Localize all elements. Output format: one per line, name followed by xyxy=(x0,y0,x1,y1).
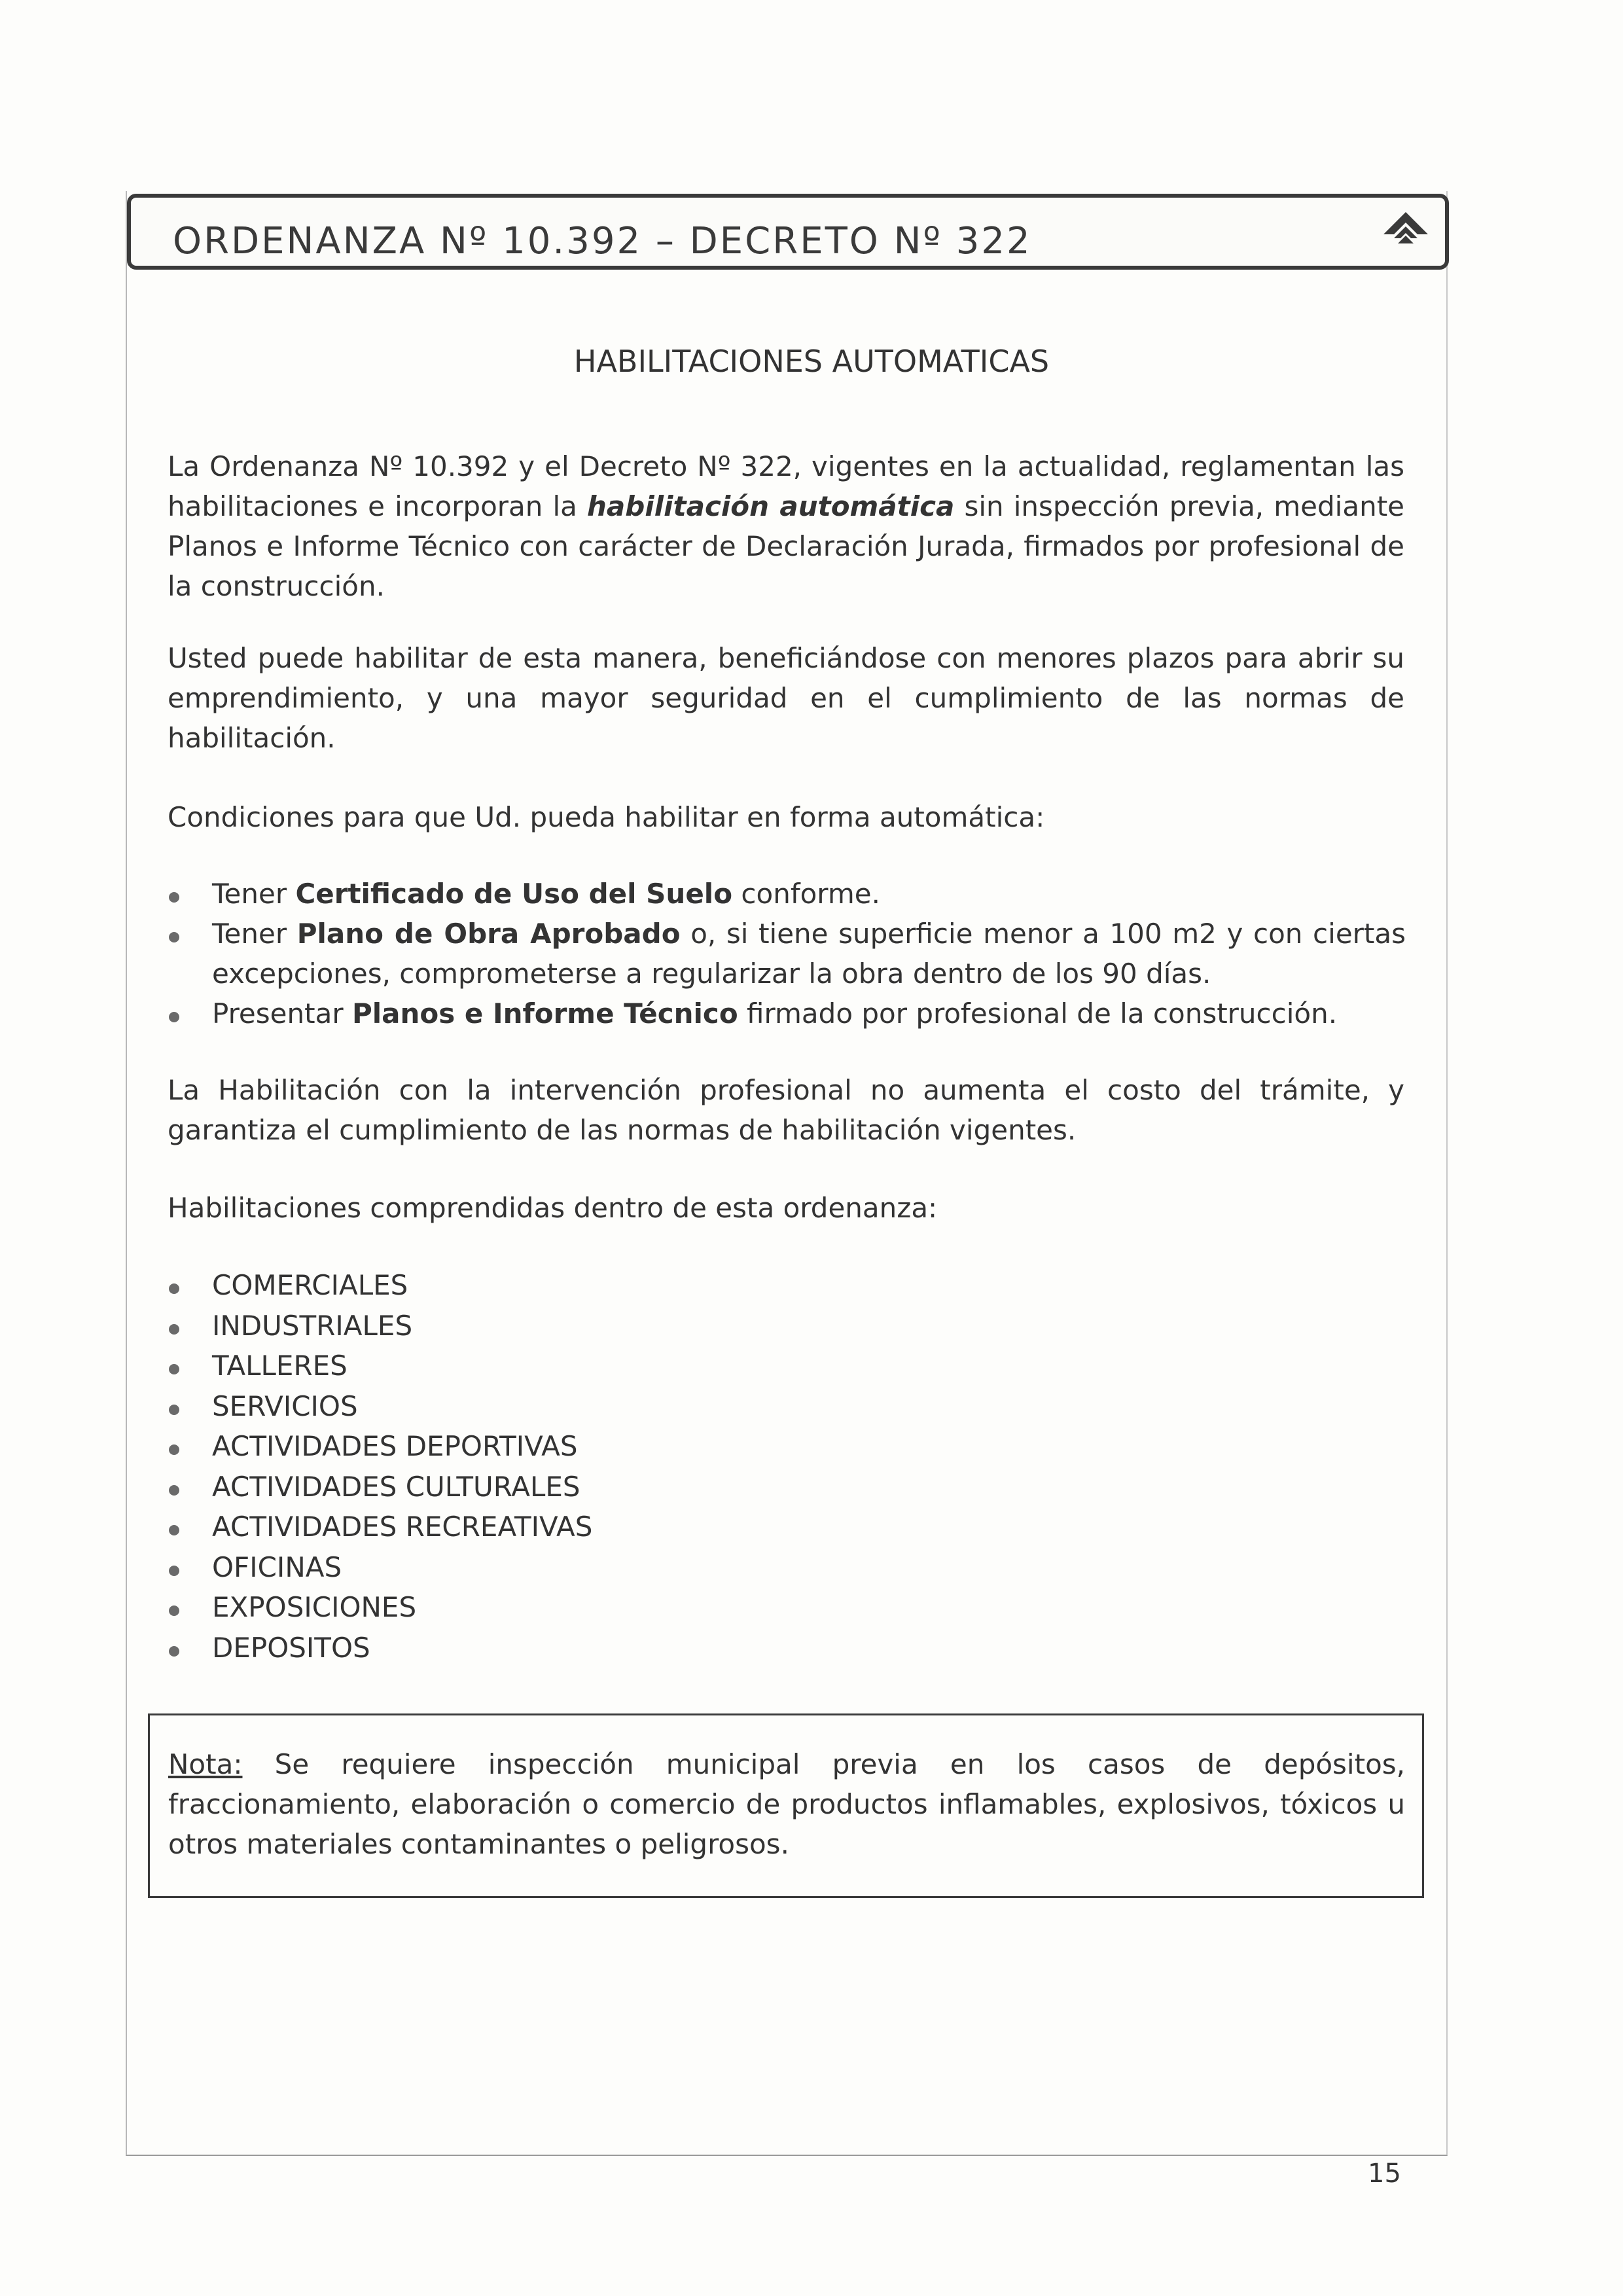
bullet-icon xyxy=(169,1283,179,1294)
categories-intro: Habilitaciones comprendidas dentro de esta ordenanza: xyxy=(168,1192,938,1224)
category-label: ACTIVIDADES CULTURALES xyxy=(212,1470,580,1503)
list-item xyxy=(162,1346,948,1386)
intro-text-start: La Ordenanza Nº 10.392 y el Decreto Nº 322, vigentes en la actualidad, reglamentan las habilitaciones e incorporan la xyxy=(168,450,1404,522)
category-label: INDUSTRIALES xyxy=(212,1309,413,1342)
category-label: EXPOSICIONES xyxy=(212,1591,417,1623)
categories-list xyxy=(162,1265,948,1668)
note-label: Nota: xyxy=(168,1748,243,1780)
category-label: DEPOSITOS xyxy=(212,1631,370,1664)
intro-emphasis: habilitación automática xyxy=(587,490,955,522)
bullet-icon xyxy=(169,1012,179,1022)
benefits-paragraph: Usted puede habilitar de esta manera, beneficiándose con menores plazos para abrir su emprendimiento, y una mayor seguridad en el cumplimiento de las normas de habilitación. xyxy=(168,642,1404,754)
list-item xyxy=(162,1547,948,1588)
cost-paragraph: La Habilitación con la intervención profesional no aumenta el costo del trámite, y garantiza el cumplimiento de las normas de habilitación vigentes. xyxy=(168,1074,1404,1146)
category-label: COMERCIALES xyxy=(212,1269,408,1301)
bullet-icon xyxy=(169,1566,179,1576)
list-item xyxy=(162,1467,948,1507)
list-item xyxy=(162,1265,948,1306)
list-item xyxy=(162,914,1406,994)
list-item xyxy=(162,1507,948,1547)
bullet-icon xyxy=(169,1405,179,1415)
condition-text: Tener xyxy=(212,878,296,910)
category-label: OFICINAS xyxy=(212,1551,342,1583)
list-item xyxy=(162,1426,948,1467)
note-body: Se requiere inspección municipal previa en los casos de depósitos, fraccionamiento, elaboración o comercio de productos inflamables, explosivos, tóxicos u otros materiales contaminantes o peligrosos. xyxy=(168,1748,1405,1860)
category-label: SERVICIOS xyxy=(212,1390,358,1422)
note-box xyxy=(148,1713,1424,1898)
header-title: ORDENANZA Nº 10.392 – DECRETO Nº 322 xyxy=(173,220,1032,262)
category-label: ACTIVIDADES DEPORTIVAS xyxy=(212,1430,578,1462)
intro-text-end: sin inspección previa, mediante Planos e Informe Técnico con carácter de Declaración Jurada, firmados por profesional de la construcción. xyxy=(168,490,1405,602)
category-label: ACTIVIDADES RECREATIVAS xyxy=(212,1511,593,1543)
conditions-intro: Condiciones para que Ud. pueda habilitar en forma automática: xyxy=(168,801,1045,833)
header-bar xyxy=(127,194,1449,270)
condition-bold: Planos e Informe Técnico xyxy=(351,997,738,1030)
bullet-icon xyxy=(169,1364,179,1374)
condition-text: firmado por profesional de la construcción. xyxy=(738,997,1338,1030)
section-title: HABILITACIONES AUTOMATICAS xyxy=(573,344,1050,379)
list-item xyxy=(162,1628,948,1668)
list-item xyxy=(162,1306,948,1346)
page-number: 15 xyxy=(1368,2159,1401,2189)
condition-bold: Plano de Obra Aprobado xyxy=(296,918,681,950)
condition-text: conforme. xyxy=(732,878,880,910)
bullet-icon xyxy=(169,932,179,942)
bullet-icon xyxy=(169,1444,179,1455)
condition-text: Tener xyxy=(212,918,297,950)
condition-text: Presentar xyxy=(212,997,352,1030)
condition-text: o, si tiene superficie menor a 100 m2 y con ciertas excepciones, comprometerse a regularizar la obra dentro de los 90 días. xyxy=(212,918,1406,990)
bullet-icon xyxy=(169,1646,179,1657)
list-item xyxy=(162,1587,948,1628)
list-item xyxy=(162,874,1406,914)
conditions-list xyxy=(162,874,1406,1033)
bullet-icon xyxy=(169,1605,179,1616)
note-text xyxy=(168,1744,1405,1864)
intro-paragraph xyxy=(168,446,1404,606)
bullet-icon xyxy=(169,1324,179,1335)
bullet-icon xyxy=(169,1485,179,1496)
bullet-icon xyxy=(169,892,179,903)
condition-bold: Certificado de Uso del Suelo xyxy=(295,878,733,910)
category-label: TALLERES xyxy=(212,1350,348,1382)
arrow-logo-icon xyxy=(1378,206,1433,260)
list-item xyxy=(162,1386,948,1427)
bullet-icon xyxy=(169,1525,179,1535)
list-item xyxy=(162,994,1406,1033)
